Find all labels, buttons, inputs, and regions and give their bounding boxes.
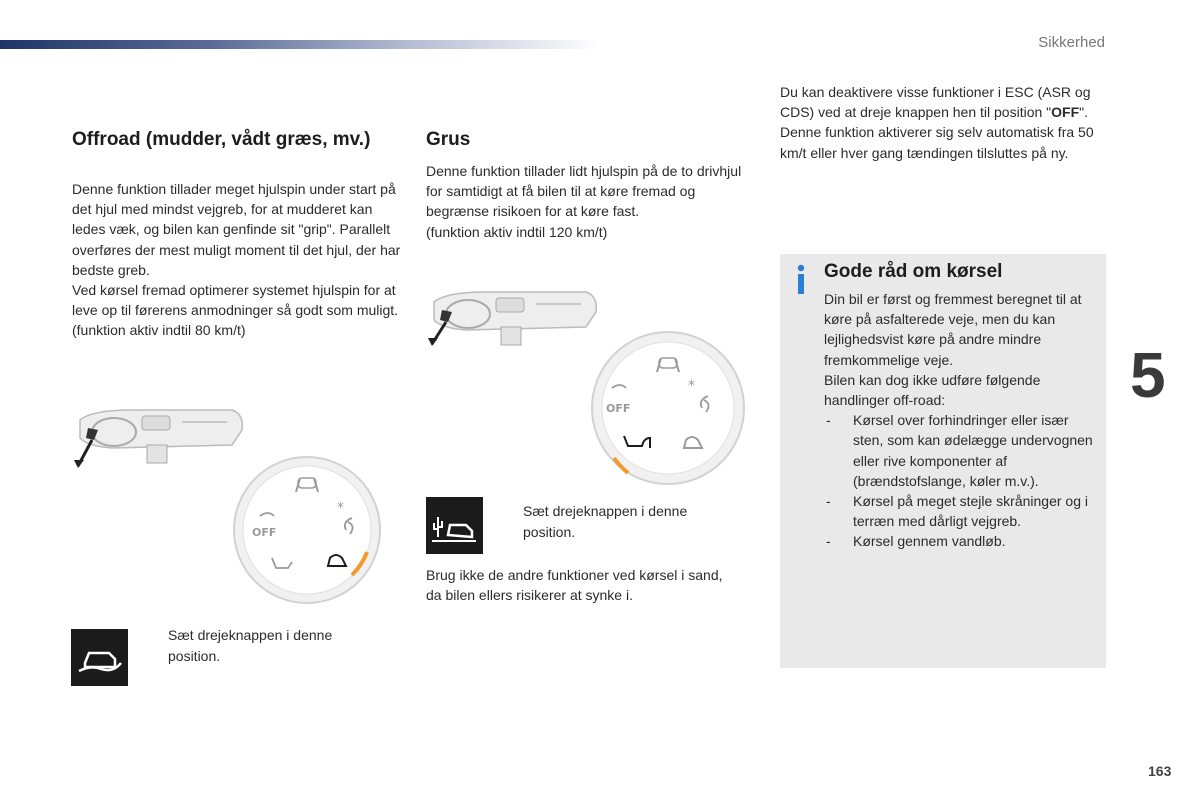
page-number: 163 bbox=[1148, 763, 1172, 779]
offroad-body bbox=[72, 179, 402, 341]
list-item-text: Kørsel på meget stejle skråninger og i terræn med dårligt vejgreb. bbox=[853, 493, 1088, 530]
esc-paragraph bbox=[780, 82, 1110, 122]
drive-mode-dial-offroad bbox=[232, 450, 382, 610]
chapter-number: 5 bbox=[1130, 339, 1166, 411]
offroad-heading: Offroad (mudder, vådt græs, mv.) bbox=[72, 129, 371, 150]
tips-heading: Gode råd om kørsel bbox=[824, 261, 1003, 282]
grus-warning: Brug ikke de andre funktioner ved kørsel i sand, da bilen ellers risikerer at synke i. bbox=[426, 567, 723, 604]
grus-step-text: Sæt drejeknappen i denne position. bbox=[523, 503, 688, 540]
info-icon bbox=[795, 264, 807, 294]
list-item bbox=[824, 491, 1099, 531]
tips-list bbox=[824, 410, 1099, 551]
tips-body bbox=[824, 289, 1099, 552]
grus-body bbox=[426, 161, 746, 242]
svg-text:*: * bbox=[337, 500, 344, 516]
esc-text bbox=[780, 82, 1110, 163]
offroad-paragraph: (funktion aktiv indtil 80 km/t) bbox=[72, 322, 246, 339]
list-item bbox=[824, 531, 1099, 551]
offroad-paragraph: Ved kørsel fremad optimerer systemet hjulspin for at leve op til førerens anmodninger så godt som muligt. bbox=[72, 282, 399, 319]
list-item-text: Kørsel gennem vandløb. bbox=[853, 533, 1006, 550]
drive-mode-dial-grus bbox=[588, 328, 748, 488]
dashboard-illustration-grus bbox=[426, 282, 606, 352]
esc-text-start: Du kan deaktivere visse funktioner i ESC (ASR og CDS) ved at dreje knappen hen til position " bbox=[780, 84, 1091, 121]
list-dash: - bbox=[826, 412, 831, 429]
esc-text-end: ". bbox=[1079, 104, 1088, 121]
header-color-bar bbox=[0, 40, 600, 49]
tips-paragraph: Din bil er først og fremmest beregnet til at køre på asfalterede veje, men du kan lejlighedsvist køre på andre mindre fremkommelige veje. bbox=[824, 291, 1082, 368]
tips-paragraph: Bilen kan dog ikke udføre følgende handlinger off-road: bbox=[824, 371, 1041, 409]
svg-text:*: * bbox=[688, 378, 695, 394]
offroad-mode-icon bbox=[71, 629, 128, 686]
tips-box bbox=[780, 254, 1106, 668]
list-dash: - bbox=[826, 533, 831, 550]
grus-heading: Grus bbox=[426, 129, 471, 150]
offroad-step-text: Sæt drejeknappen i denne position. bbox=[168, 627, 333, 664]
sand-mode-icon bbox=[426, 497, 483, 554]
list-item-text: Kørsel over forhindringer eller især sten, som kan ødelægge undervognen eller rive komponenter af (brændstofslange, køler m.v.). bbox=[853, 412, 1093, 489]
grus-paragraph: Denne funktion tillader lidt hjulspin på de to drivhjul for samtidigt at få bilen til at køre fremad og begrænse risikoen for at køre fast. bbox=[426, 163, 742, 220]
grus-paragraph: (funktion aktiv indtil 120 km/t) bbox=[426, 223, 608, 240]
esc-off-label: OFF bbox=[1051, 104, 1080, 121]
offroad-paragraph: Denne funktion tillader meget hjulspin under start på det hjul med mindst vejgreb, for at mudderet kan ledes væk, og bilen kan genfinde sit "grip". Parallelt overføres der mest muligt moment til det hjul, der har bedste greb. bbox=[72, 181, 401, 278]
esc-paragraph-2: Denne funktion aktiverer sig selv automatisk fra 50 km/t eller hver gang tændingen tilsluttes på ny. bbox=[780, 124, 1094, 161]
list-dash: - bbox=[826, 493, 831, 510]
dashboard-illustration-offroad bbox=[72, 400, 252, 470]
dial-off-label: OFF bbox=[606, 402, 631, 415]
section-title: Sikkerhed bbox=[1038, 34, 1105, 51]
list-item bbox=[824, 410, 1099, 491]
dial-off-label: OFF bbox=[252, 526, 277, 539]
